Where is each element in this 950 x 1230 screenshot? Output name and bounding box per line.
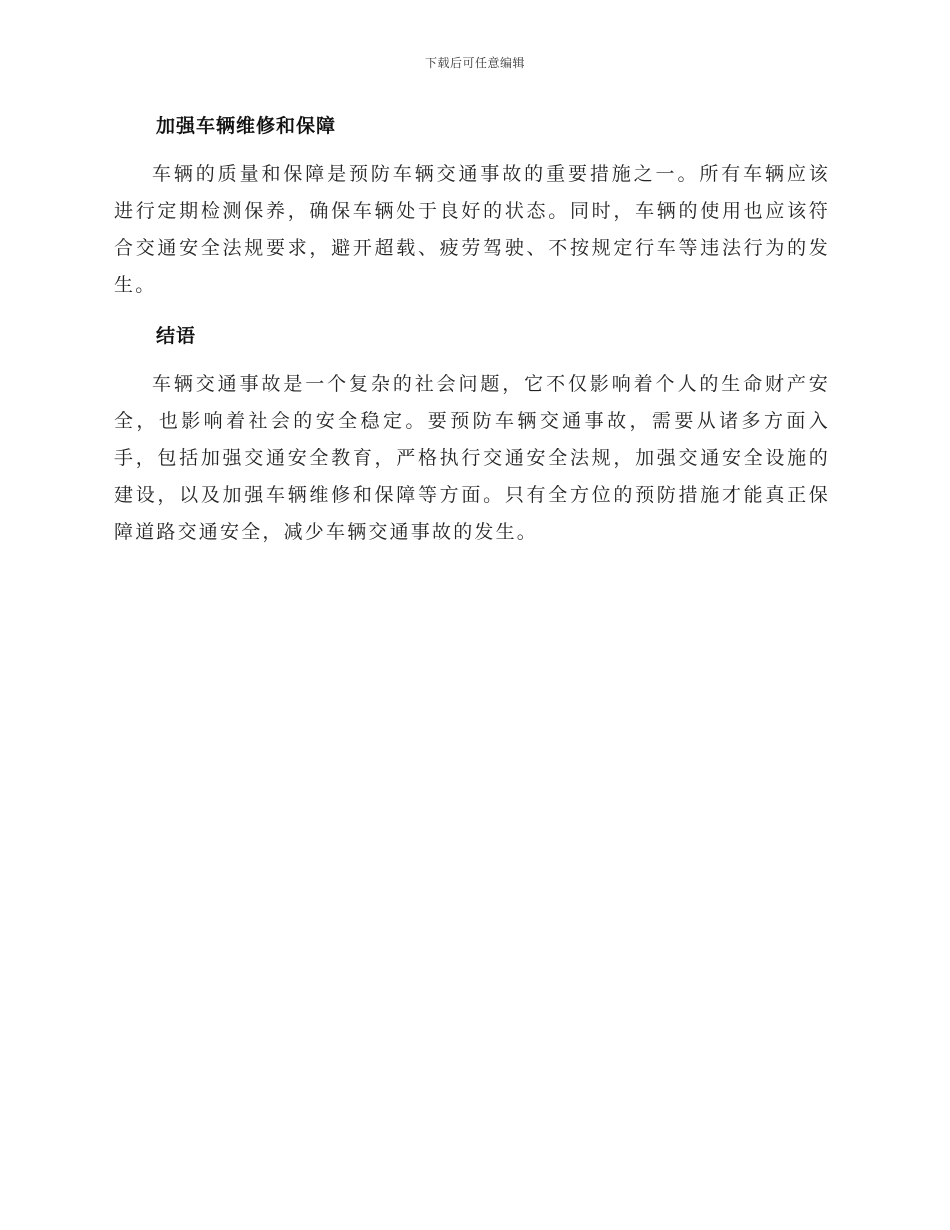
section-heading-vehicle-maintenance: 加强车辆维修和保障	[156, 115, 337, 137]
paragraph-conclusion: 车辆交通事故是一个复杂的社会问题，它不仅影响着个人的生命财产安全，也影响着社会的安全稳定。要预防车辆交通事故，需要从诸多方面入手，包括加强交通安全教育，严格执行交通安全法规，加强交通安全设施的建设，以及加强车辆维修和保障等方面。只有全方位的预防措施才能真正保障道路交通安全，减少车辆交通事故的发生。	[114, 373, 830, 543]
header-note: 下载后可任意编辑	[424, 56, 525, 70]
document-body	[114, 108, 830, 551]
paragraph-vehicle-maintenance: 车辆的质量和保障是预防车辆交通事故的重要措施之一。所有车辆应该进行定期检测保养，确保车辆处于良好的状态。同时，车辆的使用也应该符合交通安全法规要求，避开超载、疲劳驾驶、不按规定行车等违法行为的发生。	[114, 163, 830, 296]
section-heading-conclusion: 结语	[156, 325, 197, 347]
